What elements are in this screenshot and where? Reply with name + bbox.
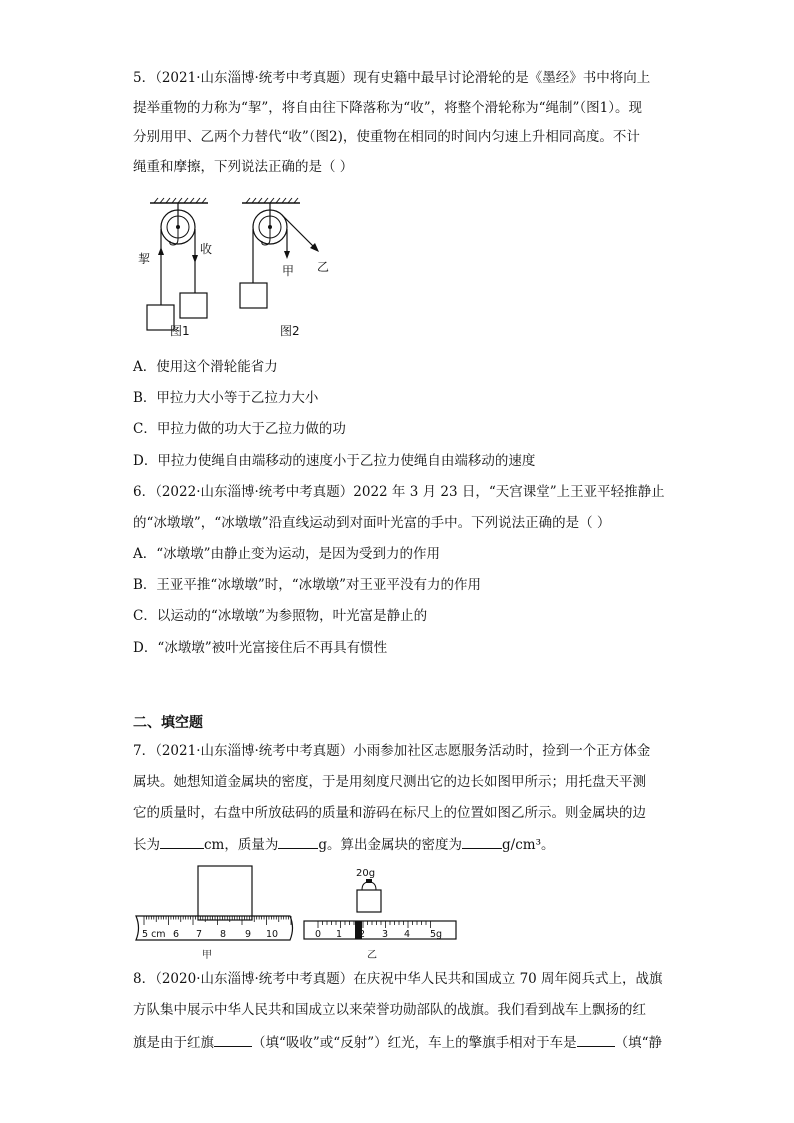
q6-option-b: B．王亚平推“冰墩墩”时，“冰墩墩”对王亚平没有力的作用 <box>133 577 482 593</box>
weight-20g <box>357 890 381 912</box>
pulley-figures <box>130 195 350 345</box>
scale-label-0: 0 <box>315 929 322 940</box>
q8-line-1: 8．（2020·山东淄博·统考中考真题）在庆祝中华人民共和国成立 70 周年阅兵式上，战旗 <box>133 971 663 987</box>
q7-line-1: 7．（2021·山东淄博·统考中考真题）小雨参加社区志愿服务活动时，捡到一个正方体金 <box>133 743 651 759</box>
q7-line-2: 属块。她想知道金属块的密度，于是用刻度尺测出它的边长如图甲所示；用托盘天平测 <box>133 774 646 790</box>
q5-line-1: 5．（2021·山东淄博·统考中考真题）现有史籍中最早讨论滑轮的是《墨经》书中将向上 <box>133 70 651 86</box>
q5-line-3: 分别用甲、乙两个力替代“收”（图2)，使重物在相同的时间内匀速上升相同高度。不计 <box>133 129 640 145</box>
q5-line-2: 提举重物的力称为“挈”，将自由往下降落称为“收”，将整个滑轮称为“绳制”（图1）。现 <box>133 100 642 116</box>
q7-text-c: g。算出金属块的密度为 <box>318 837 463 853</box>
q5-option-b: B．甲拉力大小等于乙拉力大小 <box>133 390 319 406</box>
ruler-label-8: 8 <box>220 929 227 940</box>
scale-label-1: 1 <box>336 929 343 940</box>
q6-line-1: 6．（2022·山东淄博·统考中考真题）2022 年 3 月 23 日，“天宫课堂”上王亚平轻推静止 <box>133 484 665 500</box>
q8-text-c: （填“静 <box>614 1035 663 1051</box>
label-fig2: 图2 <box>280 324 300 338</box>
q6-line-2: 的“冰墩墩”，“冰墩墩”沿直线运动到对面叶光富的手中。下列说法正确的是（ ） <box>133 515 611 531</box>
metal-cube <box>198 866 252 920</box>
ruler-label-10: 10 <box>266 929 279 940</box>
q8-line-3 <box>133 1032 662 1053</box>
ruler-label-5: 5 cm <box>142 929 166 940</box>
scale-label-5g: 5g <box>430 929 443 940</box>
q5-option-c: C．甲拉力做的功大于乙拉力做的功 <box>133 421 346 437</box>
q6-option-d: D．“冰墩墩”被叶光富接住后不再具有惯性 <box>133 640 388 656</box>
q7-text-a: 长为 <box>133 837 160 853</box>
ruler-label-6: 6 <box>173 929 180 940</box>
scale-label-4: 4 <box>404 929 411 940</box>
label-jia: 甲 <box>282 264 295 278</box>
label-yi: 乙 <box>317 260 330 274</box>
blank-edge-length[interactable] <box>160 834 204 849</box>
blank-motion-state[interactable] <box>577 1032 615 1047</box>
weight-label: 20g <box>356 868 376 879</box>
label-fig1: 图1 <box>170 324 190 338</box>
ruler <box>136 866 293 961</box>
q5-option-d: D．甲拉力使绳自由端移动的速度小于乙拉力使绳自由端移动的速度 <box>133 453 536 469</box>
label-shou: 收 <box>200 242 213 256</box>
label-fig-yi: 乙 <box>367 950 377 961</box>
blank-mass[interactable] <box>278 834 318 849</box>
ruler-label-9: 9 <box>245 929 252 940</box>
fig2-pulley <box>240 198 329 308</box>
blank-density[interactable] <box>462 834 502 849</box>
q8-line-2: 方队集中展示中华人民共和国成立以来荣誉功勋部队的战旗。我们看到战车上飘扬的红 <box>133 1002 646 1018</box>
balance-scale <box>304 868 456 961</box>
label-qie: 挈 <box>138 252 151 266</box>
q7-text-b: cm，质量为 <box>204 837 279 853</box>
ruler-label-7: 7 <box>196 929 203 940</box>
label-fig-jia: 甲 <box>202 950 212 961</box>
section-title: 二、填空题 <box>133 715 203 731</box>
q6-option-c: C．以运动的“冰墩墩”为参照物，叶光富是静止的 <box>133 608 428 624</box>
scale-label-3: 3 <box>382 929 389 940</box>
q7-text-d: g/cm³。 <box>502 837 555 853</box>
scale-label-2: 2 <box>359 929 366 940</box>
q5-line-4: 绳重和摩擦，下列说法正确的是（ ） <box>133 159 354 175</box>
fig1-pulley <box>138 198 212 330</box>
ruler-balance-figure <box>132 862 462 962</box>
q7-line-3: 它的质量时，右盘中所放砝码的质量和游码在标尺上的位置如图乙所示。则金属块的边 <box>133 805 646 821</box>
q6-option-a: A．“冰墩墩”由静止变为运动，是因为受到力的作用 <box>133 546 441 562</box>
q7-line-4 <box>133 834 555 855</box>
blank-absorb-reflect[interactable] <box>214 1032 252 1047</box>
q8-text-a: 旗是由于红旗 <box>133 1035 214 1051</box>
q8-text-b: （填“吸收”或“反射”）红光，车上的擎旗手相对于车是 <box>252 1035 577 1051</box>
q5-option-a: A．使用这个滑轮能省力 <box>133 359 278 375</box>
